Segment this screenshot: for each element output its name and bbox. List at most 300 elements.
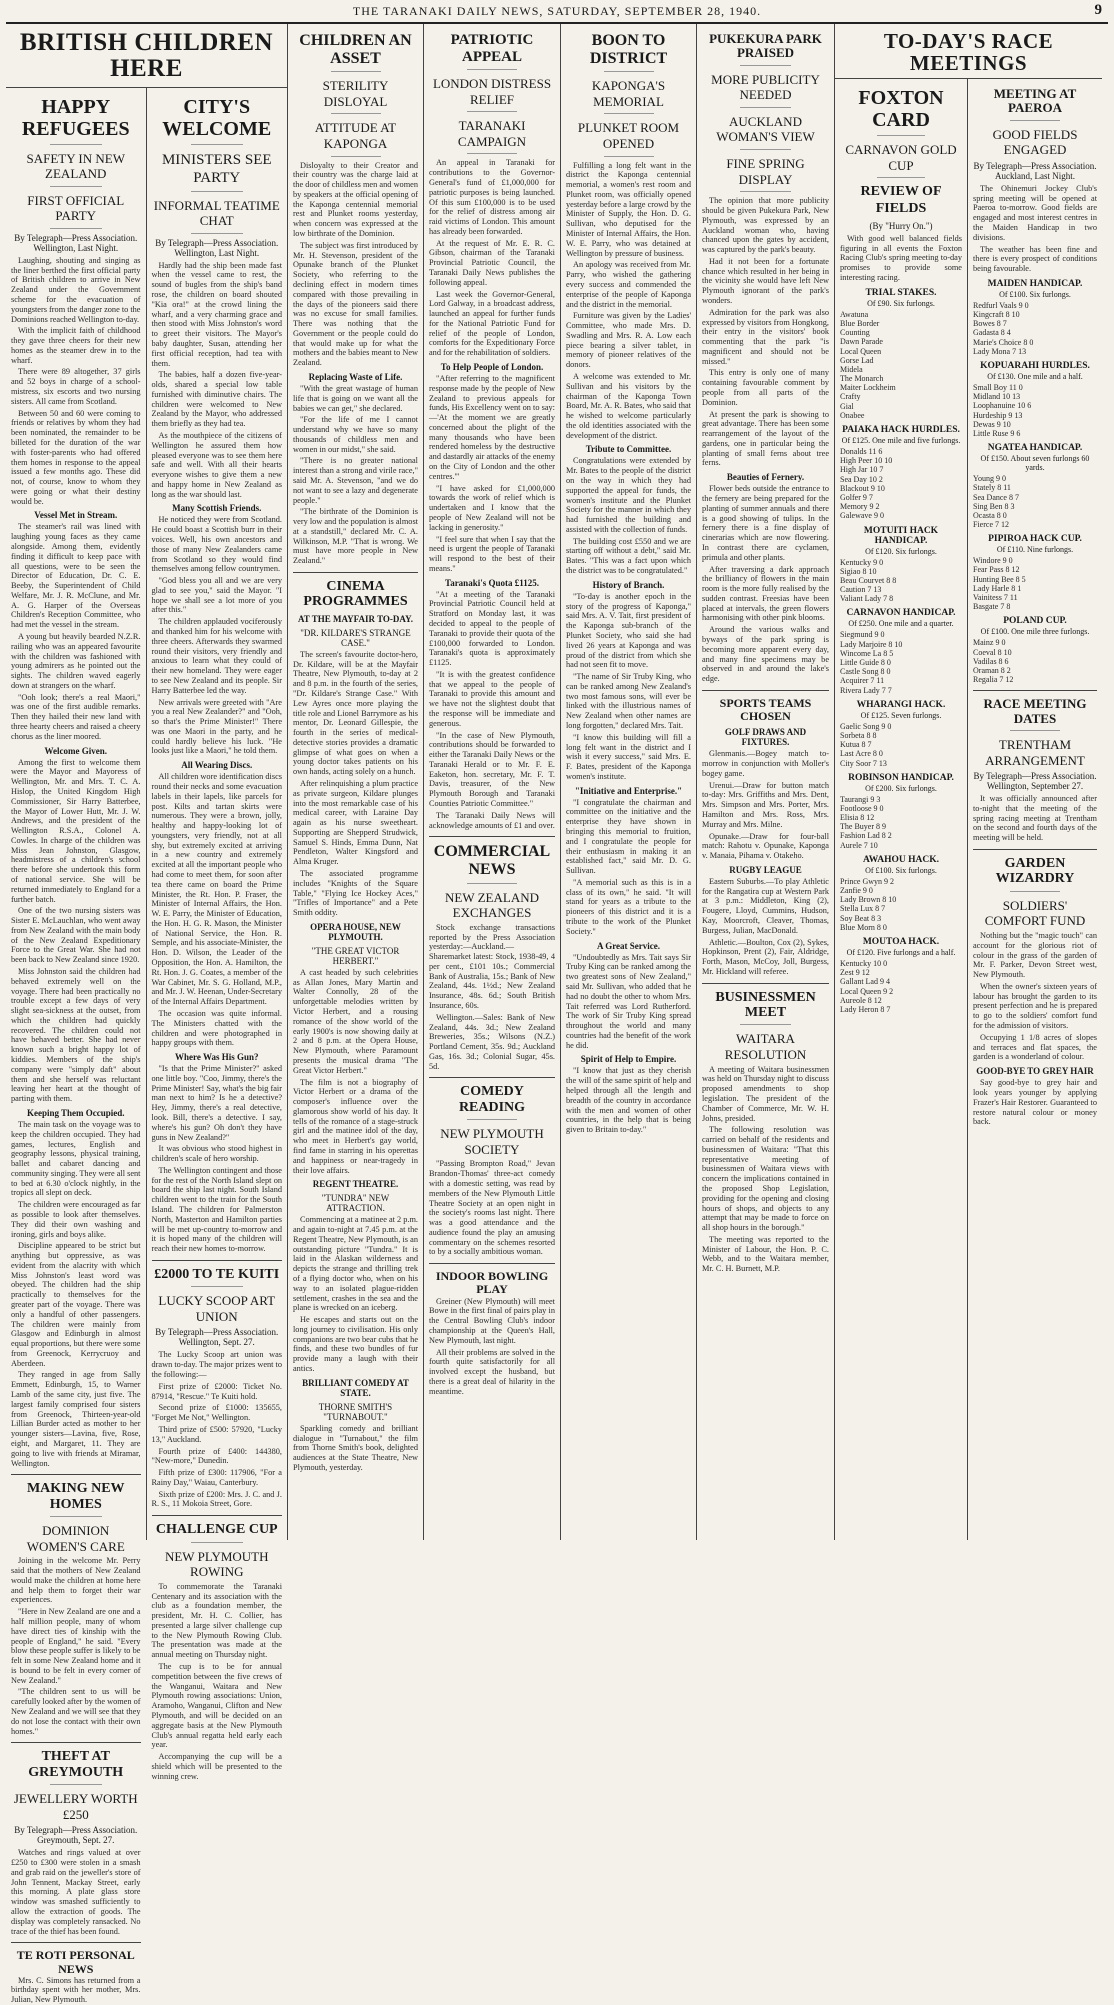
subhead-carnavon-cup: CARNAVON GOLD CUP: [845, 142, 957, 173]
article-paragraph: "The birthrate of the Dominion is very low and the population is almost at a standstill," declared Mr. C. A. Wilkinson, M.P. "That is wrong. We must have more people in New Zealand.": [293, 507, 418, 566]
race-entry: Dewas 9 10: [973, 419, 1011, 429]
article-paragraph: "Passing Brompton Road," Jevan Brandon-Thomas' three-act comedy with a domestic setting, was read by members of the New Plymouth Little Theatre Society at an open night in the society's rooms last night. There was a good attendance and the audience found the play an amusing commentary on the schemes resorted to by a socially ambitious woman.: [429, 1159, 555, 1257]
article-paragraph: "At a meeting of the Taranaki Provincial Patriotic Council held at Stratford on Monday last, it was decided to appeal to the people of Taranaki to provide their quota of the £100,000 forwarded to London. Taranaki's quota is approximately £1125.: [429, 589, 555, 668]
section-subhead: BRILLIANT COMEDY AT STATE.: [302, 1377, 409, 1398]
section-subhead: A Great Service.: [596, 940, 661, 951]
headline-comedy-reading: COMEDY READING: [458, 1084, 526, 1115]
section-subhead: OPERA HOUSE, NEW PLYMOUTH.: [310, 921, 401, 942]
byline: By Telegraph—Press Association. Wellington, Sept. 27.: [155, 1327, 279, 1348]
article-paragraph: Disloyalty to their Creator and their country was the charge laid at the door of childless men and women by speakers at the official opening of the Kaponga centennial memorial rest and Plunket rooms yesterday, when concern was expressed at the low birthrate of the Dominion.: [293, 160, 418, 239]
race-entries-list: [840, 288, 962, 1014]
article-paragraph: A young but heavily bearded N.Z.R. railing who was an appeared favourite with the children was fashioned with young admirers as he pointed out the sights. The children waved eagerly down at strangers on the wharf.: [11, 632, 141, 690]
race-entry: City Soor 7 13: [840, 758, 887, 768]
article-paragraph: The children applauded vociferously and thanked him for his welcome with three cheers. Afterwards they swarmed round their visitors, very friendly and anxious to learn what they could of their new homeland. They were eager to see New Zealand and its people. Sir Harry Batterbee led the way.: [151, 617, 282, 695]
race-entry-list: [973, 638, 1097, 684]
race-entry-list: [840, 722, 962, 768]
subhead-jewellery: JEWELLERY WORTH £250: [13, 1791, 138, 1822]
page-number: 9: [1094, 2, 1102, 18]
subhead-good-fields: GOOD FIELDS ENGAGED: [992, 126, 1078, 158]
subhead-first-party: FIRST OFFICIAL PARTY: [27, 192, 125, 224]
headline-happy-refugees: HAPPY REFUGEES: [21, 95, 130, 140]
article-paragraph: "I have asked for £1,000,000 towards the work of relief which is undertaken and I know that the people of New Zealand will not be lacking in generosity.": [429, 483, 555, 532]
article-paragraph: The Taranaki Daily News will acknowledge amounts of £1 and over.: [429, 810, 555, 830]
race-entry: Castle Song 8 0: [840, 667, 891, 677]
article-paragraph: With good well balanced fields figuring in all events the Foxton Racing Club's spring meeting to-day promises to provide some interesting racing.: [840, 233, 962, 282]
article-paragraph: Sixth prize of £200: Mrs. J. C. and J. R. S., 11 Mokoia Street, Gore.: [151, 1489, 282, 1509]
race-entry: Aurele 7 10: [840, 840, 878, 850]
article-paragraph: Fourth prize of £400: 144380, "New-more," Dunedin.: [151, 1446, 282, 1466]
race-entry: Midela: [840, 364, 863, 374]
race-entry: Vainitess 7 11: [973, 593, 1018, 603]
article-paragraph: He escapes and starts out on the long journey to civilisation. His only companions are two bear cubs that he finds, and these two bundles of fur provide many a laugh with their antics.: [293, 1315, 418, 1374]
race-entry: Marie's Choice 8 0: [973, 337, 1034, 347]
race-entry: Bowes 8 7: [973, 319, 1007, 329]
race-entry: Prince Gwyn 9 2: [840, 876, 894, 886]
article-paragraph: An appeal in Taranaki for contributions to the Governor-General's fund of £1,000,000 for patriotic purposes is being launched. Of this sum £100,000 is to be used for the relief of distress among air raid victims of London. This amount has already been forwarded.: [429, 158, 555, 236]
article-paragraph: Wellington.—Sales: Bank of New Zealand, 44s. 3d.; New Zealand Breweries, 35s.; Wilsons (N.Z.) Portland Cement, 35s. 9d.; Auckland Gas, 16s. 3d.; Colonial Sugar, 45s. 5d.: [429, 1012, 555, 1071]
race-title: WHARANGI HACK.: [856, 699, 946, 710]
race-entry: The Monarch: [840, 374, 884, 384]
section-subhead: Beauties of Fernery.: [726, 472, 805, 483]
race-entry: Rivera Lady 7 7: [840, 685, 892, 695]
race-entry: Oraman 8 2: [973, 665, 1011, 675]
race-entry: Fierce 7 12: [973, 520, 1009, 530]
race-entry: Redfurl Vaals 9 0: [973, 300, 1029, 310]
race-entry: Sea Dance 8 7: [973, 492, 1019, 502]
race-entry: Young 9 0: [973, 474, 1006, 484]
race-entry: Siegmund 9 0: [840, 630, 885, 640]
article-paragraph: Congratulations were extended by Mr. Bates to the people of the district on the way in which they had supported the appeal for funds, the women's institute and the Plunket Society for the manner in which they had furnished the building and assisted with the collection of funds.: [566, 456, 691, 534]
subhead-trentham: TRENTHAM ARRANGEMENT: [985, 736, 1085, 768]
race-entry: Fear Pass 8 12: [973, 565, 1020, 575]
article-paragraph: The meeting was reported to the Minister of Labour, the Hon. P. C. Webb, and to the Waitara member, Mr. C. H. Burnett, M.P.: [702, 1234, 829, 1274]
headline-british-children: BRITISH CHILDREN HERE: [6, 24, 287, 88]
race-conditions: Of £250. One mile and a quarter.: [848, 619, 954, 629]
section-subhead: "Initiative and Enterprise.": [574, 785, 683, 796]
byline: By Telegraph—Press Association. Greymouth, Sept. 27.: [14, 1825, 138, 1846]
race-entry: Zest 9 12: [840, 968, 870, 978]
subhead-kaponga: ATTITUDE AT KAPONGA: [314, 120, 397, 151]
article-paragraph: New arrivals were greeted with "Are you a real New Zealander?" and "Ooh, so that's the Prime Minister!" There was one Maori in the party, and he could hardly believe his luck. "He looks just like a Maori," he told them.: [151, 697, 282, 756]
race-conditions: Of £100. Six furlongs.: [865, 865, 937, 875]
column-1: [6, 88, 147, 2005]
section-subhead: REGENT THEATRE.: [312, 1179, 399, 1190]
race-entry-list: [973, 474, 1097, 529]
race-entry: Last Acre 8 0: [840, 749, 883, 759]
article-paragraph: This entry is only one of many containing favourable comment by people from all parts of the Dominion.: [702, 368, 829, 407]
headline-race-meetings: TO-DAY'S RACE MEETINGS: [835, 24, 1102, 79]
article-paragraph: Mrs. C. Simons has returned from a birthday spent with her mother, Mrs. Julian, New Plymouth.: [11, 1975, 141, 2005]
article-paragraph: Athletic.—Boulton, Cox (2), Sykes, Hopkinson, Prent (2), Fair, Aldridge, Forth, Mason, McCoy, Joll, Burgess, Mr. Hickland will referee.: [702, 937, 829, 976]
subhead-london-relief: LONDON DISTRESS RELIEF: [432, 76, 552, 107]
race-entry-list: [840, 558, 962, 604]
article-paragraph: Commencing at a matinee at 2 p.m. and again to-night at 7.45 p.m. at the Regent Theatre, New Plymouth, is an outstanding picture "Tundra." It is laid in the Alaskan wilderness and depicts the strange and thrilling trek of a flying doctor who, when on his way to an isolated plague-ridden settlement, crashes in the sea and the plane is wrecked on an iceberg.: [293, 1215, 418, 1313]
section-subhead: All Wearing Discs.: [181, 760, 253, 771]
article-paragraph: Urenui.—Draw for button match to-day: Mrs. Griffiths and Mrs. Dent, Mrs. Simpson and Mrs. Porter, Mrs. Hamilton and Mrs. Ross, Mrs. Murray and Mrs. Milne.: [702, 780, 829, 829]
race-entry: High Jar 10 7: [840, 465, 884, 475]
section-subhead: THORNE SMITH'S "TURNABOUT.": [318, 1401, 393, 1422]
race-entry: Fashion Lad 8 2: [840, 831, 892, 841]
race-entry: Kingcraft 8 10: [973, 310, 1020, 320]
subhead-spring-display: FINE SPRING DISPLAY: [726, 155, 805, 187]
article-paragraph: "The children sent to us will be carefully looked after by the women of New Zealand and we will see that they do not lose the contact with their own homes.": [11, 1687, 141, 1736]
article-paragraph: Among the first to welcome them were the Mayor and Mayoress of Wellington, Mr. and Mrs. T. C. A. Hislop, the United Kingdom High Commissioner, Sir Harry Batterbee, the Mayor of Lower Hutt, Mr. J. W. Andrews, and the president of the Wellington R.S.A., Colonel A. Cowles. In charge of the children was Miss Jean Johnston, Glasgow, headmistress of a children's school there before she undertook this form of national service. She will be returned immediately to England for a further batch.: [11, 757, 141, 904]
race-entry: Gadasta 8 4: [973, 328, 1011, 338]
race-entry: Gial: [840, 401, 854, 411]
article-paragraph: The weather has been fine and there is every prospect of conditions being favourable.: [973, 244, 1097, 274]
section-subhead: GOLF DRAWS AND FIXTURES.: [724, 727, 807, 748]
race-entry: Onabee: [840, 410, 865, 420]
article-paragraph: The children were encouraged as far as possible to look after themselves. They did their own washing and ironing, girls and boys alike.: [11, 1200, 141, 1239]
section-subhead: Where Was His Gun?: [175, 1052, 259, 1063]
article-paragraph: Furniture was given by the Ladies' Committee, who made Mrs. D. Swadling and Mrs. R. A. Low each piece bearing a silver tablet, in memory of pioneer relatives of the donors.: [566, 311, 691, 370]
race-conditions: Of £150. About seven furlongs 60 yards.: [980, 454, 1090, 473]
article-paragraph: Hardly had the ship been made fast when the vessel came to rest, the sound of bugles from the ship's band rose, the children on board shouted "Kia ora!" at the crowd lining the wharf, and a very charming grace and then stood with Miss Johnston's word to greet their visitors. The Mayor's baby daughter, Susan, attending her first official reception, had tea with them.: [151, 260, 282, 368]
headline-race-dates: RACE MEETING DATES: [983, 696, 1087, 726]
headline-children-asset: CHILDREN AN ASSET: [299, 32, 412, 67]
race-entry-list: [973, 383, 1097, 438]
race-entry: Elisia 8 12: [840, 813, 875, 823]
race-entry: Taurangi 9 3: [840, 794, 881, 804]
column-3: [288, 24, 424, 1540]
race-entry-list: [840, 877, 962, 932]
section-subhead: Tribute to Committee.: [585, 444, 672, 455]
race-title: TRIAL STAKES.: [865, 287, 937, 298]
race-conditions: Of £110. Nine furlongs.: [996, 545, 1074, 555]
race-entry: Gorse Lad: [840, 355, 874, 365]
race-entry: Lady Heron 8 7: [840, 1004, 891, 1014]
column-7a: [835, 79, 968, 1540]
headline-boon-district: BOON TO DISTRICT: [589, 32, 668, 67]
headline-cinema: CINEMA PROGRAMMES: [303, 579, 408, 610]
article-paragraph: All their problems are solved in the fourth quite satisfactorily for all involved except the husband, but there is a great deal of hilarity in the meantime.: [429, 1347, 555, 1396]
race-entry: The Buyer 8 9: [840, 822, 886, 832]
race-conditions: Of £100. Six furlongs.: [999, 289, 1071, 299]
article-paragraph: Third prize of £500: 57920, "Lucky 13," Auckland.: [151, 1424, 282, 1444]
article-paragraph: "In the case of New Plymouth, contributions should be forwarded to either the Taranaki Daily News or the Taranaki Herald or to Mr. F. E. Eaketon, hon. secretary, Mr. F. T. Davis, treasurer, of the New Plymouth Borough and Taranaki Counties Patriotic Committee.": [429, 730, 555, 809]
race-entry: Little Ruse 9 6: [973, 428, 1021, 438]
headline-paeroa-meeting: MEETING AT PAEROA: [993, 86, 1077, 116]
race-entry: High Peer 10 10: [840, 456, 893, 466]
race-entry: Midland 10 13: [973, 392, 1021, 402]
race-title: PAIAKA HACK HURDLES.: [842, 425, 960, 436]
article-paragraph: The screen's favourite doctor-hero, Dr. Kildare, will be at the Mayfair Theatre, New Plymouth, to-day at 2 and 8 p.m. in the fourth of the series, "Dr. Kildare's Strange Case." With Lew Ayres once more playing the title role and Lionel Barrymore as his mentor, Dr. Leonard Gillespie, the fourth in the series of medical-detective stories provides a dramatic glimpse of what goes on when a young doctor takes patients on his own hands, acting solely on a hunch.: [293, 649, 418, 777]
article-paragraph: The opinion that more publicity should be given Pukekura Park, New Plymouth, was expressed by an Auckland woman who, having chanced upon the gates by accident, was captured by the park's beauty.: [702, 196, 829, 255]
article-paragraph: "I know that just as they cherish the will of the same spirit of help and helped through all the length and breadth of the country in accordance with the men and women of other countries, in the help that is being given to Britain to-day.": [566, 1066, 691, 1135]
subhead-taranaki-campaign: TARANAKI CAMPAIGN: [457, 118, 527, 149]
article-paragraph: After traversing a dark approach the brilliancy of flowers in the main room is the more fully realised by the sudden contrast. Freesias have been placed at intervals, the green flowers harmonising with other pink blooms.: [702, 564, 829, 623]
article-paragraph: Nothing but the "magic touch" can account for the glorious riot of colour in the grass of the garden of Mr. F. Parker, Devon Street west, New Plymouth.: [973, 931, 1097, 980]
article-paragraph: The following resolution was carried on behalf of the residents and businessmen of Waitara: "That this representative meeting of businessmen of Waitara views with concern the implications contained in the proposed Shop Legislation, providing for the opening and closing hours of shops, and objects to any attempt that may be made to force on all shop hours in the borough.": [702, 1125, 829, 1233]
race-entry-list: [973, 301, 1097, 356]
race-entry-list: [840, 447, 962, 521]
race-conditions: Of £200. Six furlongs.: [865, 783, 937, 793]
article-paragraph: Opunake.—Draw for four-ball match: Rahotu v. Opunake, Kaponga v. Manaia, Pihama v. Otakeho.: [702, 831, 829, 861]
race-entry: Regalia 7 12: [973, 675, 1014, 685]
article-paragraph: Between 50 and 60 were coming to friends or relatives by whom they had been nominated, the remainder to be billeted for the duration of the war with foster-parents who had offered them homes in response to the appeal issued a few months ago. These did not, of course, know to whom they were going or what their destiny would be.: [11, 408, 141, 506]
race-entry: Lady Mona 7 13: [973, 346, 1027, 356]
article-paragraph: Admiration for the park was also expressed by visitors from Hongkong, their entry in the visitors' book commenting that the park "is magnificent and should not be missed.": [702, 307, 829, 366]
article-paragraph: "There is no greater national interest than a strong and virile race," said Mr. A. Stevenson, "and we do not want to see a lazy and degenerate people.": [293, 456, 418, 505]
article-paragraph: "Is that the Prime Minister?" asked one little boy. "Coo, Jimmy, there's the Prime Minister! Say, what's the big fair man next to him? Is he a detective? Hey, Jimmy, there's a real detective, look. Bill, there's a detective. I say, where's his gun? Oh don't they have guns in New Zealand?": [151, 1064, 282, 1142]
article-paragraph: "Ooh look; there's a real Maori," was one of the first audible remarks. Then they hailed their new land with three hearty cheers and raised a cheery chorus as the liner moored.: [11, 692, 141, 741]
race-entry: Donalds 11 6: [840, 447, 883, 457]
race-conditions: Of £125. One mile and five furlongs.: [841, 436, 961, 446]
race-title: KOPUARAHI HURDLES.: [980, 361, 1090, 372]
race-entry: Awatuna: [840, 309, 869, 319]
article-paragraph: A meeting of Waitara businessmen was held on Thursday night to discuss proposed amendments to shop legislation. The president of the Chamber of Commerce, Mr. W. H. Johns, presided.: [702, 1064, 829, 1123]
race-entry: Lady Harle 8 1: [973, 583, 1022, 593]
article-paragraph: Occupying 1 1/8 acres of slopes and terraces and flat spaces, the garden is a wonderland of colour.: [973, 1032, 1097, 1062]
race-title: AWAHOU HACK.: [862, 854, 939, 865]
article-paragraph: An apology was received from Mr. Parry, who wished the gathering every success and commended the enterprise of the people of Kaponga and the district in the memorial.: [566, 260, 691, 309]
article-paragraph: "With the great wastage of human life that is going on we want all the babies we can get," she declared.: [293, 383, 418, 413]
article-paragraph: "I feel sure that when I say that the need is urgent the people of Taranaki will respond to the best of their means.": [429, 534, 555, 573]
article-paragraph: The steamer's rail was lined with laughing young faces as they came alongside. Among them, evidently finding it difficult to keep pace with all questions, were to be seen the Director of Education, Dr. C. E. Beeby, the Superintendent of Child Welfare, Mr. J. R. McClune, and Mr. A. G. Harper of the Overseas Children's Reception Committee, who had met the vessel in the stream.: [11, 522, 141, 630]
headline-challenge-cup: CHALLENGE CUP: [155, 1522, 278, 1538]
article-paragraph: The main task on the voyage was to keep the children occupied. They had games, lectures, English and geography lessons, physical training, ballet and cabaret dancing and community singing. They were all sent to bed at 6.30 o'clock nightly, in the tropics all slept on deck.: [11, 1119, 141, 1198]
article-paragraph: "Here in New Zealand are one and a half million people, many of whom have direct ties of kinship with the people of England," he said. "Every blow these people suffer is likely to be felt in some New Zealand home and it is bound to be felt in every corner of New Zealand.": [11, 1607, 141, 1685]
byline: By Telegraph—Press Association. Wellington, Last Night.: [155, 237, 279, 258]
race-entry: Basgate 7 8: [973, 602, 1011, 612]
section-subhead: "DR. KILDARE'S STRANGE CASE.": [300, 627, 411, 648]
article-paragraph: The Wellington contingent and those for the rest of the North Island slept on board the ship last night. South Island children went to the train for the South Island. The children for Palmerston North, Masterton and Hamilton parties will be met up-country to-morrow and it is hoped many of the children will reach their new homes to-morrow.: [151, 1165, 282, 1254]
race-title: POLAND CUP.: [1003, 616, 1067, 627]
article-paragraph: "A memorial such as this is in a class of its own," he said. "It will stand for years as a tribute to the pioneers of this district and it is a tribute to the work of the Plunket Society.": [566, 877, 691, 936]
subhead-kaponga-memorial: KAPONGA'S MEMORIAL: [591, 78, 666, 109]
headline-foxton-card: FOXTON CARD: [858, 87, 944, 132]
subhead-np-society: NEW PLYMOUTH SOCIETY: [440, 1126, 544, 1157]
race-entry: Sing Ben 8 3: [973, 501, 1015, 511]
article-paragraph: At the request of Mr. E. R. C. Gibson, chairman of the Taranaki Provincial Patriotic Council, the Taranaki Daily News publishes the following appeal.: [429, 238, 555, 287]
section-subhead: "THE GREAT VICTOR HERBERT.": [311, 945, 400, 966]
race-entry: Kutua 8 7: [840, 740, 872, 750]
subhead-soldiers-comfort: SOLDIERS' COMFORT FUND: [984, 897, 1086, 929]
article-paragraph: Laughing, shouting and singing as the liner berthed the first official party of British children to arrive in New Zealand under the Government scheme for the evacuation of youngsters from the danger zone to the Dominions reached Wellington to-day.: [11, 255, 141, 324]
race-entry: Small Boy 11 0: [973, 383, 1023, 393]
race-entry: Mainz 9 0: [973, 638, 1006, 648]
section-subhead: Taranaki's Quota £1125.: [445, 577, 539, 588]
column-4: [424, 24, 561, 1540]
article-paragraph: The subject was first introduced by Mr. H. Stevenson, president of the Opunake branch of the Plunket Society, who referring to the declining effect in modern times compared with those prevailing in the days of the pioneers said there was no excuse for small families. There was nothing that the Government or the people could do that would make up for what the mothers and the babies meant to New Zealand.: [293, 240, 418, 368]
race-entry: Counting: [840, 328, 870, 338]
headline-te-kuiti: £2000 TO TE KUITI: [154, 1266, 280, 1282]
column-5: [561, 24, 697, 1540]
race-title: MAIDEN HANDICAP.: [987, 278, 1083, 289]
subhead-waitara-resolution: WAITARA RESOLUTION: [724, 1031, 807, 1063]
section-subhead: Vessel Met in Stream.: [34, 510, 118, 521]
race-entry: Stella Lux 8 7: [840, 904, 886, 914]
section-subhead: Keeping Them Occupied.: [26, 1107, 125, 1118]
article-paragraph: The film is not a biography of Victor Herbert or a drama of the composer's influence over the glamorous show world of his day. It tells of the romance of a stage-struck girl and the matinee idol of the day, who meet in Herbert's gay world, find fame in starring in his operettas and happiness or near-tragedy in their love affairs.: [293, 1077, 418, 1175]
race-entry: Hunting Bee 8 5: [973, 574, 1026, 584]
article-paragraph: Fifth prize of £300: 117906, "For a Rainy Day," Waiau, Canterbury.: [151, 1468, 282, 1487]
article-paragraph: A cast headed by such celebrities as Allan Jones, Mary Martin and Walter Connolly, 28 of the unforgettable melodies written by Victor Herbert, and a rousing romance of the show world of the early 1900's is now showing daily at 2 and 8 p.m. at the Opera House, New Plymouth, where Paramount presents the musical drama "The Great Victor Herbert.": [293, 967, 418, 1075]
race-entry: Wincome La 8 5: [840, 648, 894, 658]
article-paragraph: "For the life of me I cannot understand why we have so many thousands of childless men and women in our midst," she said.: [293, 415, 418, 454]
article-paragraph: "I know this building will fill a long felt want in the district and I wish it every success," said Mrs. E. F. Bates, president of the Kaponga women's institute.: [566, 732, 691, 781]
column-6: [697, 24, 835, 1540]
race-title: NGATEA HANDICAP.: [987, 443, 1083, 454]
race-entry: Stately 8 11: [973, 483, 1011, 493]
article-paragraph: There were 89 altogether, 37 girls and 52 boys in charge of a school-mistress, six escorts and two nursing sisters. All came from Scotland.: [11, 367, 141, 406]
section-subhead: Welcome Given.: [44, 745, 107, 756]
subhead-plunket-room: PLUNKET ROOM OPENED: [577, 120, 680, 151]
headline-citys-welcome: CITY'S WELCOME: [162, 95, 272, 140]
race-entries-list: [973, 279, 1097, 684]
race-entry: Soy Beat 8 3: [840, 913, 882, 923]
article-paragraph: To commemorate the Taranaki Centenary and its association with the club as a foundation member, the president, Mr. H. C. Collier, has presented a large silver challenge cup to the New Plymouth Rowing Club. The presentation was made at the annual meeting on Thursday night.: [151, 1581, 282, 1660]
race-entry: Coeval 8 10: [973, 647, 1012, 657]
race-entry: Loophanuine 10 6: [973, 401, 1032, 411]
article-paragraph: "To-day is another epoch in the story of the progress of Kaponga," said Mrs. A. V. Tait, first president of the Kaponga sub-branch of the Plunket Society, who said she had lived 26 years at Kaponga and was proud of the district from which she had not seen fit to move.: [566, 591, 691, 670]
race-title: ROBINSON HANDICAP.: [848, 772, 954, 783]
subhead-auckland-woman: AUCKLAND WOMAN'S VIEW: [716, 113, 815, 145]
race-entry-list: [840, 959, 962, 1014]
subhead-sterility: STERILITY DISLOYAL: [322, 78, 389, 109]
article-paragraph: The Ohinemuri Jockey Club's spring meeting will be opened at Paeroa to-morrow. Good fields are engaged and most interest centres in the Maiden Handicap in two divisions.: [973, 183, 1097, 242]
subhead-lucky-scoop: LUCKY SCOOP ART UNION: [158, 1293, 276, 1324]
race-entry: Aureole 8 12: [840, 995, 882, 1005]
race-title: CARNAVON HANDICAP.: [846, 608, 956, 619]
article-paragraph: After relinquishing a plum practice as private surgeon, Kildare plunges into the most remarkable case of his medical career, with Laraine Day again as his nurse sweetheart. Supporting are Shepperd Strudwick, Samuel S. Hinds, Emma Dunn, Nat Pendleton, Walter Kingsford and Alma Kruger.: [293, 778, 418, 867]
race-conditions: Of £125. Seven furlongs.: [860, 710, 942, 720]
race-entry: Little Guide 8 0: [840, 658, 891, 668]
race-conditions: Of £120. Six furlongs.: [865, 546, 937, 556]
race-entry: Lady Brown 8 10: [840, 895, 897, 905]
article-paragraph: "The name of Sir Truby King, who can be ranked among New Zealand's two most famous sons, will ever be linked with the illustrious names of New Zealand when other names are long forgotten," declared Mrs. Tait.: [566, 672, 691, 730]
article-paragraph: Miss Johnston said the children had behaved extremely well on the voyage. There had been practically no trouble except a few days of very slight sea-sickness at the outset, from which the children had quickly recovered. The children could not have behaved better. She had never known such a bright happy lot of kiddies. Members of the ship's company were "simply daft" about them and she herself was reluctant leaving her heart at the thought of parting with them.: [11, 967, 141, 1104]
article-paragraph: With the implicit faith of childhood they gave three cheers for their new homes as the steamer drew in to the wharf.: [11, 326, 141, 365]
section-subhead: To Help People of London.: [440, 362, 544, 372]
article-paragraph: Say good-bye to grey hair and look years younger by applying Frazer's Hair Restorer. Guaranteed to restore natural colour or money back.: [973, 1078, 1097, 1127]
section-subhead: Replacing Waste of Life.: [308, 371, 403, 382]
subhead-more-publicity: MORE PUBLICITY NEEDED: [711, 71, 820, 103]
race-entry: Dawn Parade: [840, 337, 883, 347]
race-entry: Galewave 9 0: [840, 511, 884, 521]
article-paragraph: The occasion was quite informal. The Ministers chatted with the children and were photographed in happy groups with them.: [151, 1008, 282, 1048]
race-entry: Lady Marjoire 8 10: [840, 639, 903, 649]
race-entry: Zanfie 9 0: [840, 886, 873, 896]
race-entry-list: [840, 630, 962, 694]
article-paragraph: "I congratulate the chairman and committee on the initiative and the enterprise they have shown in bringing this memorial to fruition, and I congratulate the people for their enthusiasm in making it an established fact," said Mr. D. G. Sullivan.: [566, 797, 691, 876]
race-entry-list: [840, 310, 962, 420]
article-paragraph: The building cost £550 and we are starting off without a debt," said Mr. Bates. "This was a fact upon which the district was to be congratulated.": [566, 536, 691, 576]
headline-sports-teams: SPORTS TEAMS CHOSEN: [719, 695, 812, 724]
article-paragraph: It was officially announced after to-night that the meeting of the spring racing meeting at Trentham on the second and fourth days of the meeting will be held.: [973, 794, 1097, 843]
article-paragraph: "It is with the greatest confidence that we appeal to the people of Taranaki to provide this amount and we have not the slightest doubt that the response will be immediate and generous.: [429, 669, 555, 728]
headline-garden-wizardry: GARDEN WIZARDRY: [995, 856, 1075, 887]
article-paragraph: The babies, half a dozen five-year-olds, shared a special low table furnished with diminutive chairs. The children were welcomed to New Zealand by the Mayor, who addressed them briefly as they had tea.: [151, 370, 282, 429]
article-paragraph: Flower beds outside the entrance to the fernery are being prepared for the planting of summer annuals and there is a good showing of tulips. In the fernery there is a fine display of cinerarias which are now flowering. In contrast there are cyclamen, primula and other plants.: [702, 484, 829, 562]
article-paragraph: He noticed they were from Scotland. He could boast a Scottish burr in their voices. Well, his own ancestors and those of many New Zealanders came from Scotland so they would find themselves among fellow countrymen.: [151, 515, 282, 574]
article-paragraph: "Undoubtedly as Mrs. Tait says Sir Truby King can be ranked among the two greatest sons of New Zealand," said Mr. Sullivan, who added that he had no doubt the other to whom Mrs. Tait referred was Lord Rutherford. The work of Sir Truby King spread throughout the world and many countries had the benefit of the work he did.: [566, 952, 691, 1050]
article-paragraph: Had it not been for a fortunate chance which resulted in her being in the vicinity she would have left New Plymouth ignorant of the park's wonders.: [702, 256, 829, 305]
race-entry: Sorbeta 8 8: [840, 730, 877, 740]
article-paragraph: Discipline appeared to be strict but anything but oppressive, as was evident from the alacrity with which Miss Johnston's least word was obeyed. The children had the ship practically to themselves for the greater part of the voyage. There was only a handful of other passengers. The children were mainly from Glasgow and Edinburgh in almost equal proportions, but there were some from Greenock, Kerrycruoy and Aberdeen.: [11, 1241, 141, 1368]
race-title: PIPIROA HACK CUP.: [988, 534, 1082, 545]
article-paragraph: One of the two nursing sisters was Sister E. McLauchlan, who went away from New Zealand with the main body of the New Zealand Expeditionary Force to the Great War. She had not been back to New Zealand since 1920.: [11, 906, 141, 965]
article-paragraph: The cup is to be for annual competition between the five crews of the Wanganui, Waitara and New Plymouth rowing associations: Union, Aramoho, Wanganui, Clifton and New Plymouth, and will be decided on an aggregate basis at the New Plymouth Club's annual regatta held early each year.: [151, 1662, 282, 1750]
headline-making-new-homes: MAKING NEW HOMES: [26, 1481, 125, 1512]
article-paragraph: Fulfilling a long felt want in the district the Kaponga centennial memorial, a women's rest room and Plunket room, was officially opened yesterday before a large crowd by the Minister of Supply, the Hon. D. G. Sullivan, who deputised for the Minister of Internal Affairs, the Hon. W. E. Parry, who was detained at Wellington by pressure of business.: [566, 160, 691, 258]
article-paragraph: Sparkling comedy and brilliant dialogue in "Turnabout," the film from Thorne Smith's book, delighted audiences at the State Theatre, New Plymouth, yesterday.: [293, 1423, 418, 1472]
race-title: MOUTOA HACK.: [862, 936, 940, 947]
race-conditions: Of £90. Six furlongs.: [867, 298, 935, 308]
masthead-title: THE TARANAKI DAILY NEWS, SATURDAY, SEPTEMBER 28, 1940.: [352, 4, 762, 18]
race-entry: Local Queen: [840, 346, 882, 356]
subhead-review-fields: REVIEW OF FIELDS: [860, 184, 942, 217]
race-entry-list: [973, 556, 1097, 611]
article-paragraph: Second prize of £1000: 135655, "Forget Me Not," Wellington.: [151, 1403, 282, 1423]
race-entry-list: [840, 795, 962, 850]
race-entry: Kentucky 9 0: [840, 557, 884, 567]
race-entry: Vadilas 8 6: [973, 656, 1009, 666]
section-subhead: AT THE MAYFAIR TO-DAY.: [297, 613, 414, 624]
race-entry: Gallant Lad 9 4: [840, 977, 890, 987]
article-paragraph: "After referring to the magnificent response made by the people of New Zealand to previous appeals for funds, His Excellency went on to say:—'At the moment we are greatly concerned about the plight of the many thousands who have been rendered homeless by the destructive and dastardly air attacks of the enemy on the City of London and the other centres.'": [429, 374, 555, 481]
article-paragraph: It was obvious who stood highest in children's scale of hero worship.: [151, 1144, 282, 1164]
article-paragraph: A welcome was extended to Mr. Sullivan and his visitors by the chairman of the Kaponga Town Board, Mr. A. R. Bates, who said that he wished to welcome particularly the old identities associated with the development of the district.: [566, 371, 691, 440]
headline-theft: THEFT AT GREYMOUTH: [28, 1749, 124, 1780]
section-subhead: Spirit of Help to Empire.: [580, 1054, 677, 1065]
headline-commercial-news: COMMERCIAL NEWS: [433, 843, 551, 878]
race-entry: Valiant Lady 7 8: [840, 594, 894, 604]
subhead-safety: SAFETY IN NEW ZEALAND: [26, 150, 125, 182]
section-subhead: History of Branch.: [592, 579, 665, 590]
article-paragraph: Glenmanis.—Bogey match to-morrow in conjunction with Moller's bogey game.: [702, 749, 829, 778]
article-paragraph: Stock exchange transactions reported by the Press Association yesterday:—Auckland.—Sharemarket latest: Stock, 1938-49, 4 per cent., £101 10s.; Commercial Bank of Australia, 15s.; Bank of New Zealand, 44s. 1½d.; New Zealand Insurance, 48s. 6d.; South British Insurance, 60s.: [429, 922, 555, 1010]
column-7b: [968, 79, 1102, 1540]
race-entry: Local Queen 9 2: [840, 986, 894, 996]
race-entry: Golfer 9 7: [840, 492, 873, 502]
race-entry: Gaelic Song 9 0: [840, 721, 892, 731]
column-2: [147, 88, 288, 1781]
section-subhead: Many Scottish Friends.: [172, 503, 262, 514]
race-entry: Beau Courvet 8 8: [840, 575, 897, 585]
article-paragraph: At present the park is showing to great advantage. There has been some rearrangement of the layout of the gardens, one in particular being the planting of small ferns about tree ferns.: [702, 409, 829, 468]
race-entry: Windore 9 0: [973, 556, 1013, 566]
byline: (By "Hurry On."): [869, 220, 933, 231]
race-entry: Sea Day 10 2: [840, 474, 883, 484]
race-title: MOTUITI HACK HANDICAP.: [863, 525, 939, 546]
race-entry: Crafty: [840, 392, 861, 402]
subhead-rowing: NEW PLYMOUTH ROWING: [164, 1548, 269, 1580]
race-conditions: Of £120. Five furlongs and a half.: [846, 947, 956, 957]
headline-pukekura-park: PUKEKURA PARK PRAISED: [709, 31, 822, 61]
race-entry: Blue Morn 8 0: [840, 922, 887, 932]
article-paragraph: Watches and rings valued at over £250 to £300 were stolen in a smash and grab raid on the jeweller's store of John Tennent, Mackay Street, early this morning. A plate glass store window was smashed sufficiently to allow the extraction of goods. The display was completely ransacked. No trace of the thief has been found.: [11, 1848, 141, 1936]
article-paragraph: Around the various walks and byways of the park spring is becoming more apparent every day, and many fine specimens may be observed in and around the lake's edge.: [702, 625, 829, 684]
article-paragraph: Eastern Suburbs.—To play Athletic for the Rangatira cup at Western Park at 3 p.m.: Middleton, King (2), Fougere, Lloyd, Cummins, Hudson, Kay, Moorcroft, Cleaver, Thomas, Burgess, Julian, MacDonald.: [702, 876, 829, 935]
race-meetings-region: [835, 24, 1102, 1540]
race-entry: Footloose 9 0: [840, 803, 884, 813]
headline-patriotic-appeal: PATRIOTIC APPEAL: [450, 32, 534, 65]
race-entry: Memory 9 2: [840, 502, 880, 512]
race-entry: Maiter Lockheim: [840, 383, 896, 393]
section-subhead: RUGBY LEAGUE: [729, 864, 802, 875]
subhead-dominion-women: DOMINION WOMEN'S CARE: [26, 1523, 125, 1554]
article-paragraph: Joining in the welcome Mr. Perry said that the mothers of New Zealand would make the children at home here and help them to forget their war experiences.: [11, 1556, 141, 1605]
race-entry: Blackout 9 10: [840, 483, 885, 493]
article-paragraph: They ranged in age from Sally Emmett, Edinburgh, 15, to Warner Lamb of the same city, just five. The largest family comprised four sisters from Greenock, Thirteen-year-old Lillian Burder acted as mother to her younger sisters—Lavina, five, Rose, eight, and Margaret, 11. They are going to live with friends at Miramar, Wellington.: [11, 1370, 141, 1468]
article-paragraph: Accompanying the cup will be a shield which will be presented to the winning crew.: [151, 1752, 282, 1781]
section-subhead: "TUNDRA" NEW ATTRACTION.: [321, 1193, 390, 1214]
british-children-region: [6, 24, 288, 2005]
section-subhead: GOOD-BYE TO GREY HAIR: [976, 1066, 1094, 1077]
article-paragraph: The associated programme includes "Knights of the Square Table," "Flying Ice Hockey Aces," "Trifles of Importance" and a Pete Smith oddity.: [293, 869, 418, 918]
subhead-nz-exchanges: NEW ZEALAND EXCHANGES: [445, 889, 539, 921]
